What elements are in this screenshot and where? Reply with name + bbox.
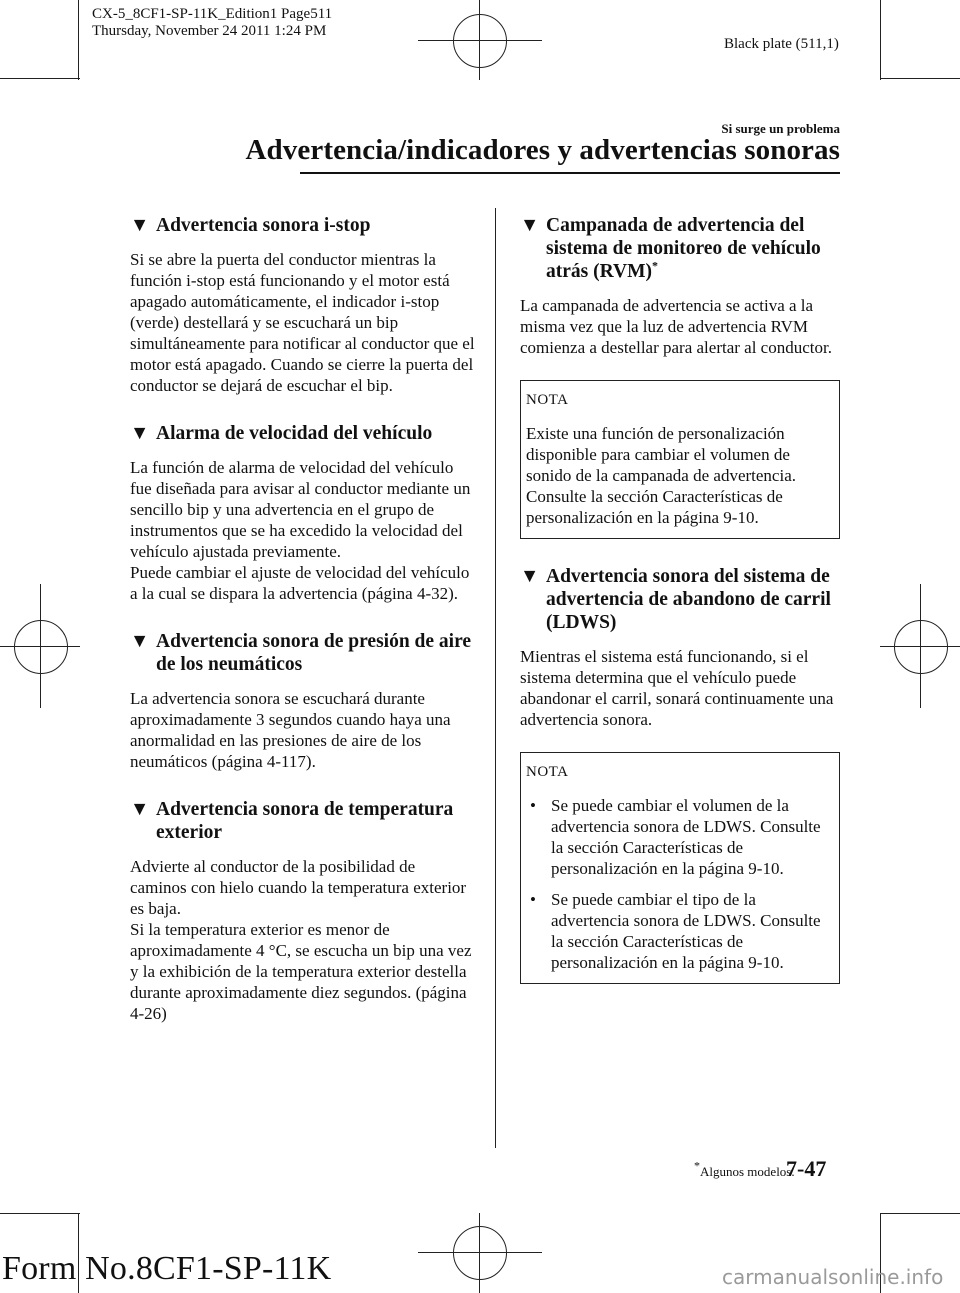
heading-outside-temp: ▼ Advertencia sonora de temperatura exterior: [130, 799, 454, 843]
page-title: Advertencia/indicadores y advertencias sonoras: [245, 134, 840, 166]
list-item: • Se puede cambiar el tipo de la advertencia sonora de LDWS. Consulte la sección Características de personalización en la página 9-10.: [530, 890, 821, 972]
speed-alarm-text-2: Puede cambiar el ajuste de velocidad del vehículo a la cual se dispara la advertencia (página 4-32).: [130, 563, 470, 603]
note-title: NOTA: [526, 392, 569, 408]
plate-label: Black plate (511,1): [724, 36, 839, 52]
bullet-dot-icon: •: [530, 796, 536, 815]
footnote: *Algunos modelos.: [694, 1158, 795, 1179]
left-column: [130, 214, 475, 1050]
triangle-down-icon: ▼: [130, 631, 150, 652]
istop-text: Si se abre la puerta del conductor mientras la función i-stop está funcionando y el motor está apagado automáticamente, el indicador i-stop (verde) destellará y se escuchará un bip simultáneamente para notificar al conductor que el motor está apagado. Cuando se cierre la puerta del conductor se dejará de escuchar el bip.: [130, 250, 475, 395]
section-label: Si surge un problema: [721, 121, 840, 136]
form-number: Form No.8CF1-SP-11K: [2, 1250, 332, 1287]
section-istop: [130, 214, 475, 396]
note-title: NOTA: [526, 764, 569, 780]
heading-ldws: ▼ Advertencia sonora del sistema de advertencia de abandono de carril (LDWS): [520, 566, 831, 633]
triangle-down-icon: ▼: [130, 215, 150, 236]
heading-tire-pressure: ▼ Advertencia sonora de presión de aire de los neumáticos: [130, 631, 472, 675]
outside-temp-text-2: Si la temperatura exterior es menor de aproximadamente 4 °C, se escucha un bip una vez y la exhibición de la temperatura exterior destella durante aproximadamente diez segundos. (página 4-26): [130, 920, 472, 1023]
tire-pressure-text: La advertencia sonora se escuchará durante aproximadamente 3 segundos cuando haya una anormalidad en las presiones de aire de los neumáticos (página 4-117).: [130, 689, 451, 771]
rvm-text: La campanada de advertencia se activa a la misma vez que la luz de advertencia RVM comienza a destellar para alertar al conductor.: [520, 296, 832, 357]
section-rvm: [520, 214, 840, 539]
rvm-note-text: Existe una función de personalización disponible para cambiar el volumen de sonido de la campanada de advertencia. Consulte la sección Características de personalización en la página 9-10.: [526, 424, 796, 527]
bullet-dot-icon: •: [530, 890, 536, 909]
section-outside-temp: [130, 798, 475, 1024]
speed-alarm-text-1: La función de alarma de velocidad del vehículo fue diseñada para avisar al conductor mediante un sencillo bip y una advertencia en el grupo de instrumentos que se ha excedido la velocidad del vehículo ajustada previamente.: [130, 458, 471, 561]
ldws-text: Mientras el sistema está funcionando, si el sistema determina que el vehículo puede abandonar el carril, sonará continuamente una advertencia sonora.: [520, 647, 834, 729]
section-ldws: [520, 565, 840, 984]
header-rule: [300, 172, 840, 174]
outside-temp-text-1: Advierte al conductor de la posibilidad de caminos con hielo cuando la temperatura exterior es baja.: [130, 857, 467, 918]
heading-istop: ▼ Advertencia sonora i-stop: [130, 215, 371, 236]
slug-line-1: CX-5_8CF1-SP-11K_Edition1 Page511: [92, 6, 333, 22]
slug-line-2: Thursday, November 24 2011 1:24 PM: [92, 23, 327, 39]
column-divider: [495, 208, 496, 1148]
watermark-link[interactable]: carmanualsonline.info: [722, 1265, 944, 1289]
asterisk-icon: *: [694, 1158, 700, 1173]
triangle-down-icon: ▼: [130, 423, 150, 444]
heading-speed-alarm: ▼ Alarma de velocidad del vehículo: [130, 423, 433, 444]
right-column: [520, 214, 840, 1010]
rvm-note-box: [520, 380, 840, 539]
triangle-down-icon: ▼: [130, 799, 150, 820]
triangle-down-icon: ▼: [520, 566, 540, 587]
triangle-down-icon: ▼: [520, 215, 540, 236]
heading-rvm: ▼ Campanada de advertencia del sistema de monitoreo de vehículo atrás (RVM)*: [520, 215, 821, 282]
ldws-note-box: [520, 752, 840, 984]
asterisk-icon: *: [651, 258, 658, 273]
list-item: • Se puede cambiar el volumen de la advertencia sonora de LDWS. Consulte la sección Características de personalización en la página 9-10.: [530, 796, 821, 878]
ldws-note-list: [526, 795, 829, 973]
section-speed-alarm: [130, 422, 475, 604]
print-slug: [92, 6, 332, 40]
page-number: 7-47: [786, 1156, 827, 1181]
section-tire-pressure: [130, 630, 475, 772]
